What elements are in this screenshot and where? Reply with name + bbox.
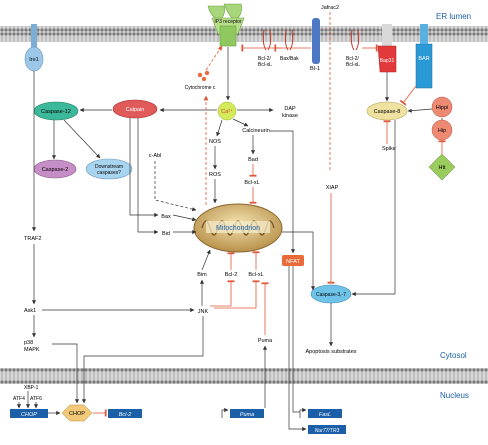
chop-protein-label: CHOP (69, 411, 85, 417)
nfat-label: NFAT (286, 259, 300, 265)
jafrac2-label: Jafrac2 (320, 5, 340, 11)
bim-to-mito (202, 250, 210, 270)
xiap-label: XIAP (325, 185, 339, 191)
mitochondrion-label: Mitochondrion (216, 225, 260, 232)
cyto-c-dot-3 (202, 77, 206, 81)
mitochondrion-node (194, 204, 282, 252)
calpain-label: Calpain (125, 107, 145, 113)
jnk-inhibit-bcl2 (210, 281, 231, 306)
bax-bak-label: Bax/Bak (280, 56, 299, 62)
apoptosis-substrates-label: Apoptosis substrates (305, 349, 357, 355)
bid-label: Bid (162, 231, 170, 237)
nuclear-membrane (0, 368, 488, 384)
xbp1-label: XBP-1 (24, 385, 39, 391)
caspase3-7-label: Caspase-3,-7 (315, 292, 347, 298)
puma-gene-label: Puma (239, 412, 255, 418)
nfat-to-nur77 (289, 266, 306, 429)
bcl2-bclxl-right-line1: Bcl-2/ (346, 56, 359, 62)
nos-label: NOS (209, 139, 221, 145)
calpain-to-bax (130, 118, 158, 215)
downstream-line2: caspases? (97, 170, 121, 176)
hippi-to-caspase8 (408, 109, 432, 111)
ca2-to-nos (217, 120, 222, 136)
ip3-label: IP3 receptor (214, 19, 242, 25)
atf6-label: ATF6 (30, 396, 42, 402)
spike-label: Spike (382, 146, 396, 152)
cytochrome-c-label: Cytochrome c (184, 85, 216, 91)
bcl2-low-label: Bcl-2 (224, 272, 238, 278)
traf2-label: TRAF2 (24, 236, 42, 242)
nur77-gene-label: Nur77/TR3 (314, 428, 340, 434)
bad-label: Bad (248, 157, 258, 163)
calcineurin-label: Calcineurin (242, 128, 270, 134)
atf4-label: ATF4 (13, 396, 25, 402)
ask1-label: Ask1 (24, 308, 37, 314)
bax-to-mito (173, 215, 196, 220)
jnk-inhibit-bclxl (214, 281, 256, 308)
nucleus-label: Nucleus (440, 391, 469, 400)
caspase12-label: Caspase-12 (41, 109, 71, 115)
er-membrane (0, 26, 488, 42)
bcl2-bclxl-right-line2: Bcl-xL (346, 62, 360, 68)
bax-label: Bax (161, 214, 171, 220)
caspase8-label: Caspase-8 (373, 109, 401, 115)
bi1-label: BI-1 (310, 66, 321, 72)
cyto-c-dot-2 (205, 71, 209, 75)
bclxl-mid-label: Bcl-xL (244, 180, 260, 186)
htt-label: Htt (438, 165, 446, 171)
hip-label: Hip (437, 128, 447, 134)
nfat-to-fasl (293, 266, 300, 412)
downstream-line1: Downstream (94, 164, 124, 170)
er-lumen-label: ER lumen (436, 12, 472, 21)
jnk-label: JNK (197, 309, 209, 315)
dap-kinase-line2: kinase (282, 113, 298, 119)
cytoc-to-ip3 (206, 46, 222, 70)
jnk-to-chop (84, 316, 203, 403)
c-abl-to-mito (155, 161, 196, 210)
bclxl-low-label: Bcl-xL (248, 272, 264, 278)
bar-inhibit-caspase8 (403, 86, 416, 103)
bcl2-bclxl-top-line1: Bcl-2/ (258, 56, 271, 62)
ros-label: ROS (209, 172, 221, 178)
c-abl-label: c-Abl (148, 153, 162, 159)
cytosol-label: Cytosol (440, 351, 467, 360)
p38-line1: p38 (24, 340, 34, 346)
puma-promoter (222, 410, 228, 418)
bcl2-gene-label: Bcl-2 (118, 412, 132, 418)
ca2-label: Ca²⁺ (221, 109, 233, 115)
p38-line2: MAPK (24, 347, 40, 353)
dap-kinase-line1: DAP (284, 106, 296, 112)
bim-label: Bim (197, 272, 207, 278)
fasl-gene-label: FasL (318, 412, 332, 418)
caspase12-to-downstream (64, 120, 100, 158)
bap31-label: Bap31 (379, 58, 395, 64)
cyto-c-dot-1 (198, 73, 202, 77)
ire1-label: Ire1 (29, 57, 39, 63)
bcl2-bclxl-top-line2: Bcl-xL (258, 62, 272, 68)
bar-label: BAR (418, 56, 430, 62)
ca2-to-calcineurin (233, 119, 248, 126)
puma-label: Puma (257, 338, 273, 344)
hippi-label: Hippi (435, 105, 449, 111)
fasl-promoter (300, 410, 306, 418)
caspase2-label: Caspase-2 (41, 167, 69, 173)
chop-gene-label: CHOP (21, 412, 37, 418)
